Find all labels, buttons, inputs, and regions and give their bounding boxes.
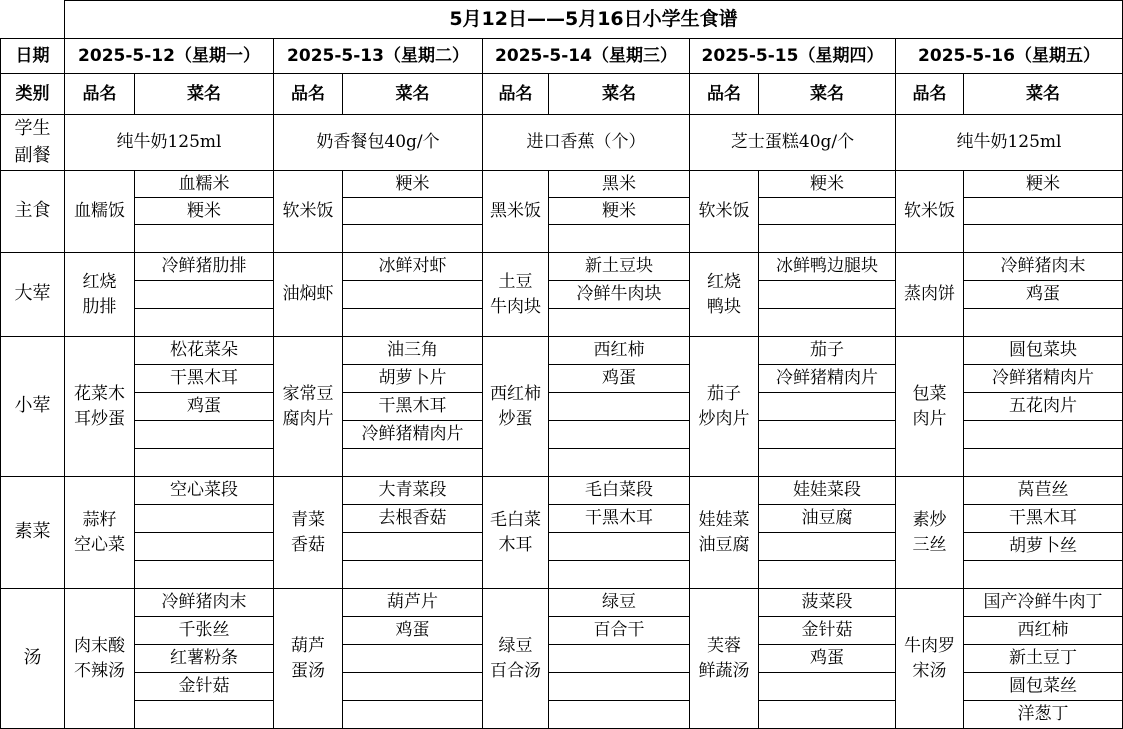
dish-name: 红烧 鸭块 [707, 271, 741, 317]
grid-line-horizontal [963, 504, 1123, 505]
ingredient-label: 菜名 [602, 83, 636, 104]
ingredient-item: 冷鲜猪精肉片 [992, 368, 1094, 389]
grid-line-horizontal [963, 420, 1123, 421]
category-veg: 素菜 [14, 521, 51, 543]
category-main: 主食 [14, 200, 51, 222]
ingredient-item: 黑米 [602, 173, 636, 194]
grid-line-horizontal [0, 476, 1123, 477]
grid-line-vertical [134, 170, 135, 729]
grid-line-horizontal [758, 532, 896, 533]
grid-line-vertical [548, 170, 549, 729]
grid-line-horizontal [758, 448, 896, 449]
grid-line-horizontal [963, 644, 1123, 645]
grid-line-horizontal [134, 224, 274, 225]
ingredient-item: 洋葱丁 [1017, 704, 1069, 725]
dish-name: 土豆 牛肉块 [490, 271, 541, 317]
ingredient-item: 新土豆丁 [1009, 648, 1077, 669]
ingredient-item: 粳米 [1026, 173, 1060, 194]
ingredient-item: 西红柿 [593, 340, 645, 361]
grid-line-horizontal [758, 224, 896, 225]
grid-line-horizontal [342, 448, 483, 449]
grid-line-horizontal [0, 114, 1123, 115]
date-header: 2025-5-14（星期三） [495, 45, 677, 66]
dish-name: 娃娃菜 油豆腐 [698, 509, 750, 555]
dish-name: 芙蓉 鲜蔬汤 [698, 635, 750, 681]
dish-name-label: 品名 [82, 83, 117, 104]
grid-line-horizontal [134, 644, 274, 645]
ingredient-item: 粳米 [395, 173, 430, 194]
dish-name: 葫芦 蛋汤 [291, 635, 325, 681]
grid-line-horizontal [758, 644, 896, 645]
dish-name: 血糯饭 [74, 201, 125, 222]
grid-line-horizontal [342, 700, 483, 701]
ingredient-item: 冷鲜猪精肉片 [776, 368, 878, 389]
category-label: 类别 [15, 83, 50, 104]
ingredient-item: 冷鲜猪肋排 [161, 256, 247, 277]
side-dish: 纯牛奶125ml [956, 132, 1062, 153]
ingredient-item: 冰鲜鸭边腿块 [776, 256, 878, 277]
dish-name: 绿豆 百合汤 [490, 635, 541, 681]
grid-line-vertical [548, 73, 549, 115]
date-header: 2025-5-15（星期四） [701, 45, 884, 66]
category-small: 小荤 [14, 395, 51, 417]
dish-name-label: 品名 [912, 83, 947, 104]
grid-line-horizontal [134, 672, 274, 673]
ingredient-item: 空心菜段 [170, 480, 238, 501]
ingredient-item: 鸡蛋 [810, 648, 844, 669]
page-title: 5月12日——5月16日小学生食谱 [449, 7, 738, 30]
grid-line-horizontal [758, 280, 896, 281]
ingredient-item: 圆包菜丝 [1009, 676, 1077, 697]
grid-line-horizontal [342, 560, 483, 561]
ingredient-item: 五花肉片 [1009, 396, 1077, 417]
grid-line-vertical [342, 73, 343, 115]
ingredient-item: 冷鲜猪肉末 [1000, 256, 1086, 277]
grid-line-vertical [758, 73, 759, 115]
ingredient-item: 冷鲜猪精肉片 [361, 424, 464, 445]
grid-line-vertical [0, 38, 1, 729]
grid-line-horizontal [758, 392, 896, 393]
category-big: 大荤 [14, 283, 51, 305]
ingredient-item: 百合干 [593, 620, 645, 641]
ingredient-item: 松花菜朵 [170, 340, 238, 361]
grid-line-horizontal [548, 616, 690, 617]
grid-line-horizontal [963, 224, 1123, 225]
grid-line-horizontal [758, 308, 896, 309]
ingredient-item: 菠菜段 [801, 592, 853, 613]
ingredient-item: 油豆腐 [801, 508, 853, 529]
dish-name: 牛肉罗 宋汤 [904, 635, 955, 681]
grid-line-vertical [758, 170, 759, 729]
grid-line-vertical [482, 38, 483, 729]
grid-line-horizontal [134, 392, 274, 393]
dish-name: 蒸肉饼 [904, 284, 955, 305]
grid-line-horizontal [342, 364, 483, 365]
grid-line-horizontal [963, 392, 1123, 393]
ingredient-item: 鸡蛋 [1026, 284, 1060, 305]
grid-line-horizontal [134, 532, 274, 533]
grid-line-vertical [134, 73, 135, 115]
ingredient-item: 大青菜段 [378, 480, 447, 501]
side-dish: 芝士蛋糕40g/个 [730, 132, 855, 153]
grid-line-horizontal [64, 0, 1123, 1]
date-header: 2025-5-13（星期二） [287, 45, 469, 66]
grid-line-vertical [64, 0, 65, 729]
dish-name: 花菜木 耳炒蛋 [74, 383, 125, 429]
grid-line-horizontal [548, 532, 690, 533]
grid-line-horizontal [134, 504, 274, 505]
grid-line-horizontal [963, 700, 1123, 701]
ingredient-item: 西红柿 [1017, 620, 1069, 641]
date-header: 2025-5-16（星期五） [918, 45, 1100, 66]
grid-line-horizontal [548, 364, 690, 365]
ingredient-item: 油三角 [387, 340, 438, 361]
grid-line-horizontal [342, 197, 483, 198]
dish-name: 茄子 炒肉片 [698, 383, 750, 429]
dish-name: 肉末酸 不辣汤 [74, 635, 125, 681]
grid-line-horizontal [134, 364, 274, 365]
dish-name: 软米饭 [282, 201, 334, 222]
grid-line-horizontal [134, 448, 274, 449]
ingredient-item: 干黑木耳 [170, 368, 238, 389]
ingredient-item: 圆包菜块 [1009, 340, 1077, 361]
grid-line-horizontal [758, 197, 896, 198]
grid-line-horizontal [758, 616, 896, 617]
grid-line-horizontal [548, 224, 690, 225]
category-side: 学生 副餐 [14, 118, 51, 166]
grid-line-horizontal [342, 224, 483, 225]
ingredient-item: 胡萝卜片 [378, 368, 447, 389]
ingredient-item: 鸡蛋 [187, 396, 221, 417]
ingredient-item: 莴苣丝 [1017, 480, 1069, 501]
grid-line-horizontal [342, 280, 483, 281]
grid-line-horizontal [758, 420, 896, 421]
grid-line-horizontal [342, 672, 483, 673]
grid-line-horizontal [134, 700, 274, 701]
ingredient-item: 娃娃菜段 [793, 480, 861, 501]
ingredient-label: 菜名 [187, 83, 221, 104]
grid-line-horizontal [963, 532, 1123, 533]
grid-line-horizontal [548, 560, 690, 561]
grid-line-vertical [963, 73, 964, 115]
date-label: 日期 [15, 45, 50, 66]
grid-line-vertical [342, 170, 343, 729]
side-dish: 奶香餐包40g/个 [316, 132, 440, 153]
grid-line-horizontal [963, 364, 1123, 365]
grid-line-horizontal [342, 532, 483, 533]
ingredient-label: 菜名 [395, 83, 430, 104]
ingredient-item: 冷鲜牛肉块 [576, 284, 662, 305]
dish-name: 青菜 香菇 [291, 509, 325, 555]
dish-name: 油焖虾 [282, 284, 334, 305]
grid-line-horizontal [758, 364, 896, 365]
grid-line-horizontal [134, 280, 274, 281]
ingredient-item: 鸡蛋 [602, 368, 636, 389]
ingredient-item: 粳米 [810, 173, 844, 194]
grid-line-horizontal [758, 672, 896, 673]
ingredient-item: 金针菇 [178, 676, 230, 697]
dish-name: 红烧 肋排 [82, 271, 117, 317]
grid-line-horizontal [0, 73, 1123, 74]
grid-line-horizontal [342, 420, 483, 421]
grid-line-horizontal [0, 588, 1123, 589]
grid-line-horizontal [548, 280, 690, 281]
grid-line-horizontal [548, 672, 690, 673]
dish-name: 黑米饭 [490, 201, 541, 222]
ingredient-item: 茄子 [810, 340, 844, 361]
grid-line-horizontal [134, 560, 274, 561]
grid-line-vertical [963, 170, 964, 729]
grid-line-horizontal [134, 420, 274, 421]
grid-line-horizontal [342, 504, 483, 505]
dish-name: 软米饭 [904, 201, 955, 222]
ingredient-item: 冰鲜对虾 [378, 256, 447, 277]
grid-line-horizontal [0, 38, 1123, 39]
ingredient-item: 冷鲜猪肉末 [161, 592, 247, 613]
ingredient-item: 去根香菇 [378, 508, 447, 529]
ingredient-label: 菜名 [810, 83, 844, 104]
ingredient-item: 新土豆块 [585, 256, 653, 277]
dish-name: 家常豆 腐肉片 [282, 383, 334, 429]
grid-line-horizontal [548, 700, 690, 701]
side-dish: 纯牛奶125ml [116, 132, 222, 153]
category-soup: 汤 [23, 647, 42, 669]
grid-line-vertical [273, 38, 274, 729]
dish-name: 包菜 肉片 [912, 383, 947, 429]
dish-name: 素炒 三丝 [912, 509, 947, 555]
ingredient-item: 国产冷鲜牛肉丁 [983, 592, 1103, 613]
ingredient-item: 金针菇 [801, 620, 853, 641]
grid-line-horizontal [134, 616, 274, 617]
grid-line-horizontal [963, 560, 1123, 561]
dish-name: 毛白菜 木耳 [490, 509, 541, 555]
ingredient-item: 粳米 [187, 200, 221, 221]
dish-name: 西红柿 炒蛋 [490, 383, 541, 429]
grid-line-horizontal [963, 616, 1123, 617]
ingredient-item: 粳米 [602, 200, 636, 221]
grid-line-horizontal [134, 308, 274, 309]
ingredient-item: 干黑木耳 [378, 396, 447, 417]
grid-line-horizontal [758, 504, 896, 505]
grid-line-horizontal [963, 448, 1123, 449]
grid-line-horizontal [342, 644, 483, 645]
ingredient-item: 胡萝卜丝 [1009, 536, 1077, 557]
grid-line-vertical [689, 38, 690, 729]
grid-line-horizontal [0, 170, 1123, 171]
ingredient-item: 葫芦片 [387, 592, 438, 613]
grid-line-horizontal [548, 504, 690, 505]
grid-line-horizontal [0, 252, 1123, 253]
grid-line-horizontal [758, 700, 896, 701]
ingredient-item: 干黑木耳 [585, 508, 653, 529]
grid-line-horizontal [134, 197, 274, 198]
date-header: 2025-5-12（星期一） [78, 45, 260, 66]
grid-line-horizontal [963, 308, 1123, 309]
grid-line-horizontal [342, 308, 483, 309]
grid-line-horizontal [0, 336, 1123, 337]
ingredient-item: 血糯米 [178, 173, 230, 194]
ingredient-item: 绿豆 [602, 592, 636, 613]
grid-line-horizontal [548, 197, 690, 198]
grid-line-vertical [895, 38, 896, 729]
dish-name-label: 品名 [498, 83, 533, 104]
grid-line-horizontal [963, 672, 1123, 673]
dish-name: 蒜籽 空心菜 [74, 509, 125, 555]
grid-line-horizontal [548, 644, 690, 645]
ingredient-item: 千张丝 [178, 620, 230, 641]
grid-line-horizontal [963, 280, 1123, 281]
side-dish: 进口香蕉（个） [526, 132, 646, 153]
dish-name: 软米饭 [698, 201, 750, 222]
ingredient-item: 鸡蛋 [395, 620, 430, 641]
ingredient-item: 干黑木耳 [1009, 508, 1077, 529]
grid-line-horizontal [548, 392, 690, 393]
grid-line-horizontal [342, 392, 483, 393]
grid-line-horizontal [342, 616, 483, 617]
grid-line-horizontal [963, 197, 1123, 198]
grid-line-horizontal [548, 448, 690, 449]
grid-line-horizontal [548, 420, 690, 421]
ingredient-label: 菜名 [1026, 83, 1060, 104]
dish-name-label: 品名 [291, 83, 325, 104]
grid-line-horizontal [548, 308, 690, 309]
ingredient-item: 红薯粉条 [170, 648, 238, 669]
ingredient-item: 毛白菜段 [585, 480, 653, 501]
dish-name-label: 品名 [707, 83, 741, 104]
grid-line-horizontal [758, 560, 896, 561]
